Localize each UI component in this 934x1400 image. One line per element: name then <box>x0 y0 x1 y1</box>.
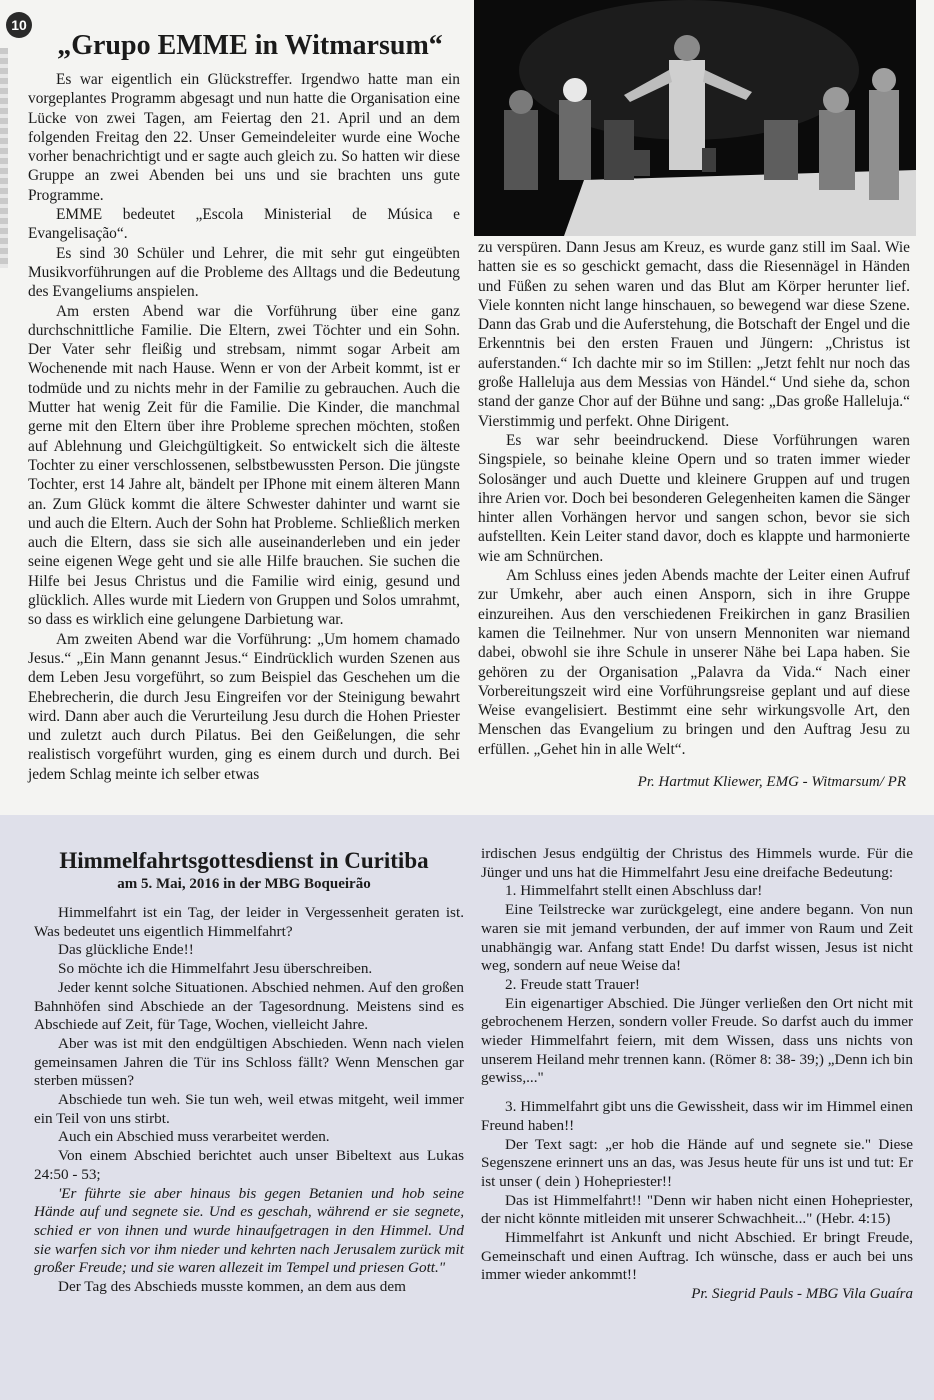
article2-paragraph: Das glückliche Ende!! <box>58 941 194 959</box>
article1-column-left <box>28 70 460 784</box>
stage-performance-photo <box>474 0 916 236</box>
article2-paragraph: Abschiede tun weh. Sie tun weh, weil etwas mitgeht, weil immer ein Teil von uns stirbt. <box>34 1091 464 1127</box>
article2-paragraph: Ein eigenartiger Abschied. Die Jünger verließen den Ort nicht mit gebrochenem Herzen, sondern voller Freude. So darfst auch du immer wieder Himmelfahrt feiern, mit dem Wissen, dass uns nichts von unserem Heiland mehr trennen kann. (Römer 8: 38- 39;) „Denn ich bin gewiss,..." <box>481 994 913 1087</box>
article2-subtitle: am 5. Mai, 2016 in der MBG Boqueirão <box>117 876 371 892</box>
article1-paragraph: Es war sehr beeindruckend. Diese Vorführungen waren Singspiele, so beinahe kleine Opern und so traten immer wieder Solosänger und auch Duette und kleinere Gruppen auf und trugen ihre Arien vor. Doch bei besonderen Gelegenheiten kamen die Sänger hinter allen Vorhängen hervor und sangen schon, bevor sie sich aufstellten. Kein Leiter stand davor, doch es klappte und harmonierte wie am Schnürchen. <box>478 431 910 565</box>
stage-photo-illustration <box>474 0 916 236</box>
article2-paragraph: irdischen Jesus endgültig der Christus des Himmels wurde. Für die Jünger und uns hat die Himmelfahrt Jesu eine dreifache Bedeutung: <box>481 845 913 881</box>
article-himmelfahrt <box>0 815 934 1400</box>
article2-paragraph: Aber was ist mit den endgültigen Abschieden. Wenn nach vielen gemeinsamen Jahren die Tür ins Schloss fällt? Wenn Menschen gar sterben müssen? <box>34 1034 464 1090</box>
article1-paragraph: Es war eigentlich ein Glückstreffer. Irgendwo hatte man ein vorgeplantes Programm abgesagt und nun hatte die Organisation eine Lücke von zwei Tagen, am Feiertag den 21. April und an dem folgenden Freitag den 22. Unser Gemeindeleiter wurde eine Woche vorher benachrichtigt und er sagte auch gleich zu. So hatten wir diese Gruppe an zwei Abenden bei uns und sie brachten uns gute Programme. <box>28 71 460 204</box>
article2-paragraph: 1. Himmelfahrt stellt einen Abschluss dar! <box>505 882 763 900</box>
article1-paragraph: EMME bedeutet „Escola Ministerial de Música e Evangelisação“. <box>28 206 460 243</box>
article2-paragraph: Das ist Himmelfahrt!! "Denn wir haben nicht einen Hohepriester, der nicht könnte mitleiden mit unserer Schwachheit..." (Hebr. 4:15) <box>481 1191 913 1228</box>
article1-paragraph: Es sind 30 Schüler und Lehrer, die mit sehr gut eingeübten Musikvorführungen auf die Probleme des Alltags und die Bedeutung des Evangeliums anspielen. <box>28 244 460 301</box>
article1-paragraph: zu verspüren. Dann Jesus am Kreuz, es wurde ganz still im Saal. Wie hatten sie es so geschickt gemacht, dass die Riesennägel in Händen und Füßen zu sehen waren und das Blut am Körper herunter lief. Viele konnten nicht lange hinschauen, so bewegend war diese Szene. Dann das Grab und die Auferstehung, die Botschaft der Engel und die Erkenntnis bei den ersten Frauen und Jüngern: „Christus ist auferstanden.“ Ich dachte mir so im Stillen: „Jetzt fehlt nur noch das große Halleluja aus dem Messias von Händel.“ Und siehe da, schon stand der ganze Chor auf der Bühne und sang: „Das große Halleluja.“ Vierstimmig und perfekt. Ohne Dirigent. <box>478 239 910 430</box>
article2-paragraph: Von einem Abschied berichtet auch unser Bibeltext aus Lukas 24:50 - 53; <box>34 1147 464 1183</box>
bible-quote: 'Er führte sie aber hinaus bis gegen Betanien und hob seine Hände auf und segnete sie. Und es geschah, während er sie segnete, schied er von ihnen und wurde hinaufgetragen in den Himmel. Und sie warfen sich vor ihm nieder und kehrten nach Jerusalem zurück mit großer Freude; und sie waren allezeit im Tempel und priesen Gott." <box>34 1184 464 1277</box>
article2-paragraph: 2. Freude statt Trauer! <box>505 975 640 993</box>
article1-column-right <box>478 238 910 759</box>
article1-paragraph: Am Schluss eines jeden Abends machte der Leiter einen Aufruf zur Umkehr, aber auch einen Ansporn, sich in ihre Gruppe einzureihen. Aus den verschiedenen Freikirchen in ganz Brasilien kamen die Teilnehmer. Nur von unsern Mennoniten war niemand dabei, obwohl sie ihre Schule in unserer Nähe bei Lapa haben. Sie gehören zu der Organisation „Palavra da Vida.“ Nach einer Vorbereitungszeit wird eine Vorführungsreise geplant und auf diese Weise evangelisiert. Bestimmt eine sehr wirkungsvolle Art, den Menschen das Evangelium zu bringen und den Auftrag Jesu zu erfüllen. „Gehet hin in alle Welt“. <box>478 567 910 758</box>
article2-author: Pr. Siegrid Pauls - MBG Vila Guaíra <box>691 1286 913 1303</box>
article1-paragraph: Am zweiten Abend war die Vorführung: „Um homem chamado Jesus.“ „Ein Mann genannt Jesus.“ Eindrücklich wurden Szenen aus dem Leben Jesu vorgeführt, so zum Beispiel das Geschehen um die Ehebrecherin, die durch Jesu Eingreifen vor der Steinigung bewahrt wird. Dann aber auch die Verurteilung Jesu durch die Hohen Priester und zuletzt auch durch Pilatus. Bei den Geißelungen, die sehr realistisch vorgeführt wurden, ging es einem durch und durch. Bei jedem Schlag meinte ich selber etwas <box>28 630 460 783</box>
article1-author: Pr. Hartmut Kliewer, EMG - Witmarsum/ PR <box>637 774 906 790</box>
article2-paragraph: Der Tag des Abschieds musste kommen, an dem aus dem <box>58 1278 406 1296</box>
page-number-badge: 10 <box>6 12 32 38</box>
article-title: „Grupo EMME in Witmarsum“ <box>57 30 443 61</box>
article2-paragraph: Eine Teilstrecke war zurückgelegt, eine andere begann. Von nun waren sie mit jemand verbunden, der auf immer von Raum und Zeit unabhängig war. Anfang statt Ende! Du darfst wissen, Jesus ist nicht weg, sondern auf neue Weise da! <box>481 901 913 975</box>
article2-column-left <box>34 904 464 1297</box>
article2-paragraph: Himmelfahrt ist ein Tag, der leider in Vergessenheit geraten ist. Was bedeutet uns eigentlich Himmelfahrt? <box>34 904 464 940</box>
article2-paragraph: Auch ein Abschied muss verarbeitet werden. <box>58 1128 330 1146</box>
article2-paragraph: So möchte ich die Himmelfahrt Jesu überschreiben. <box>58 960 373 978</box>
article1-paragraph: Am ersten Abend war die Vorführung über eine ganz durchschnittliche Familie. Die Eltern, zwei Töchter und ein Sohn. Der Vater sehr fleißig und strebsam, nimmt sogar Arbeit am Wochenende mit nach Hause. Wenn er von der Arbeit kommt, ist er todmüde und zu nichts mehr in der Familie zu gebrauchen. Auch die Mutter hat wenig Zeit für die Familie. Die Kinder, die manchmal gerne mit den Eltern über ihre Probleme sprechen möchten, stoßen auf Ablehnung und Gleichgültigkeit. So entwickelt sich die älteste Tochter zu einer verschlossenen, selbstbewussten Person. Die jüngste Tochter, erst 14 Jahre alt, bändelt per IPhone mit einem älteren Mann an. Zum Glück kommt die ältere Schwester dahinter und warnt sie und auch die Eltern. Auch der Sohn hat Probleme. Schließlich merken auch die Eltern, dass sie sich alle auseinanderleben und ein jeder seine eigenen Wege geht und sie alle Hilfe brauchen. Sie suchen die Hilfe bei Jesus Christus und die Familie wird einig, gesund und glücklich. Alles wurde mit Liedern von Gruppen und Solos umrahmt, so dass es wirklich eine gelungene Darbietung war. <box>28 302 460 629</box>
article2-paragraph: Himmelfahrt ist Ankunft und nicht Abschied. Er bringt Freude, Gemeinschaft und einen Auftrag. Ich wünsche, dass er auch bei uns immer wieder ankommt!! <box>481 1229 913 1284</box>
page-spine-edge <box>0 48 8 268</box>
article2-paragraph: Der Text sagt: „er hob die Hände auf und segnete sie." Diese Segenszene erinnert uns an das, was Jesus heute für uns ist und tut: Er ist unser ( dein ) Hohepriester!! <box>481 1135 913 1190</box>
article2-paragraph: Jeder kennt solche Situationen. Abschied nehmen. Auf den großen Bahnhöfen sind Abschiede an der Tagesordnung. Meistens sind es Abschiede auf Zeit, für Tage, Wochen, vielleicht Jahre. <box>34 978 464 1034</box>
article2-title: Himmelfahrtsgottesdienst in Curitiba <box>59 848 429 873</box>
article2-paragraph: 3. Himmelfahrt gibt uns die Gewissheit, dass wir im Himmel einen Freund haben!! <box>481 1098 913 1134</box>
article2-column-right <box>481 845 913 1304</box>
